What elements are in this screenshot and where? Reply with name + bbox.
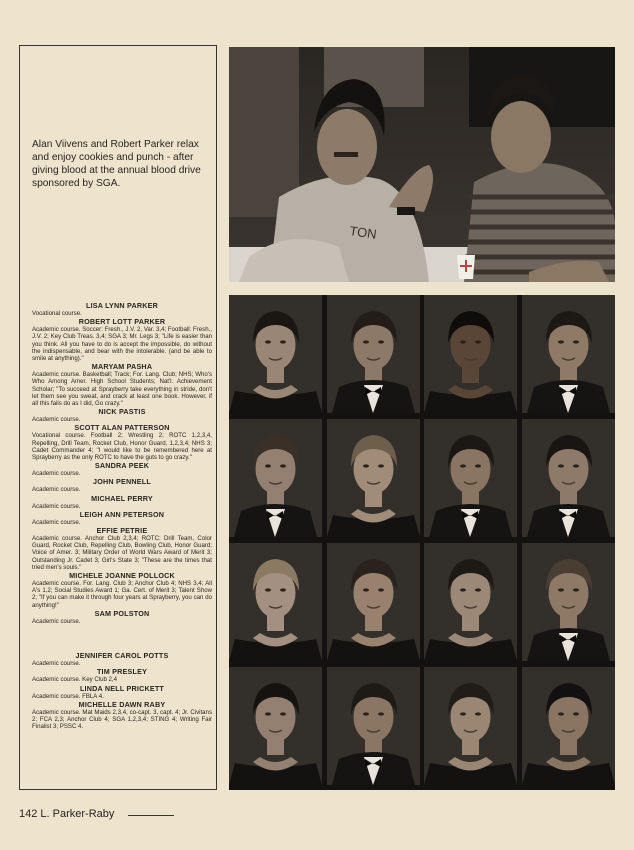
senior-name: LEIGH ANN PETERSON	[79, 509, 165, 519]
senior-entry	[32, 526, 212, 571]
senior-entry	[32, 700, 212, 731]
senior-name: JOHN PENNELL	[93, 477, 151, 487]
senior-name: TIM PRESLEY	[96, 667, 148, 677]
page-name-range: L. Parker-Raby	[40, 808, 115, 820]
senior-portrait	[229, 667, 322, 785]
senior-name: JENNIFER CAROL POTTS	[75, 651, 169, 661]
senior-name: ROBERT LOTT PARKER	[78, 317, 166, 327]
senior-portrait	[424, 543, 517, 661]
senior-name: LINDA NELL PRICKETT	[79, 683, 165, 693]
senior-portrait	[424, 295, 517, 413]
senior-portrait	[327, 543, 420, 661]
senior-portrait	[424, 419, 517, 537]
senior-name: MICHELE JOANNE POLLOCK	[69, 571, 175, 581]
text-column	[19, 45, 217, 790]
candid-photo-image	[229, 47, 615, 282]
senior-activities: Academic course. Basketball; Track; For. Lang. Club; NHS; Who's Who Among Amer. High School Students; Nat'l. Achievement Scholar; "To succeed at Sprayberry take everything in stride, don't let them see you sweat, and crack at least one book. However, if all this fails do as I did, Go crazy."	[32, 371, 212, 408]
senior-entry	[32, 684, 212, 700]
portrait-grid	[229, 295, 615, 790]
senior-name: SANDRA PEEK	[94, 461, 150, 471]
senior-activities: Academic course. Anchor Club 2,3,4; ROTC: Drill Team, Color Guard, Rocket Club, Repelling Club, Bowling Club, Honor Guard; Voice of Amer. 3; Military Order of World Wars Award of Merit 3; Outstanding Jr. Cadet 3; Girl's State 3; "These are the times that tried men's souls."	[32, 535, 212, 571]
senior-activities: Academic course.	[32, 518, 81, 526]
senior-activities: Academic course. Key Club 2,4	[32, 676, 118, 684]
senior-activities: Academic course.	[32, 660, 81, 668]
senior-activities: Vocational course. Football 2; Wrestling 2; ROTC 1,2,3,4, Repelling, Drill Team, Rocket Club, Honor Guard, 1,2,3,4; NHS 3; Cadet Commander 4; "I would like to be remembered here at Sprayberry as the only ROTC to have the guts to go crazy."	[32, 432, 212, 462]
senior-entry	[32, 477, 212, 493]
senior-entry	[32, 407, 212, 423]
shirt-lettering: TON	[348, 223, 378, 242]
senior-activities: Academic course. FBLA 4.	[32, 692, 104, 700]
senior-portrait	[229, 543, 322, 661]
spacer	[32, 625, 212, 651]
senior-activities: Vocational course.	[32, 310, 82, 317]
senior-entry	[32, 510, 212, 526]
senior-portrait	[327, 419, 420, 537]
senior-entry	[32, 461, 212, 477]
page-number: 142	[19, 808, 38, 820]
photo-caption: Alan Viivens and Robert Parker relax and enjoy cookies and punch - after giving blood at the annual blood drive sponsored by SGA.	[32, 139, 201, 189]
senior-name: MICHELLE DAWN RABY	[78, 699, 166, 709]
senior-portrait	[424, 667, 517, 785]
senior-portrait	[327, 667, 420, 785]
senior-activities: Academic course.	[32, 416, 81, 424]
senior-activities: Academic course. Soccer: Fresh., J.V. 2, Var. 3,4; Football: Fresh., J.V. 2; Key Club Treas. 3,4; SGA 3; Mr. Legs 3; "Life is easier than you think. All you have to do is accept the impossible, do without the indispensable, and bear with the intolerable. (and be able to smile at anything)."	[32, 326, 212, 363]
senior-entry	[32, 423, 212, 461]
senior-entries	[32, 301, 212, 730]
senior-entry	[32, 317, 212, 362]
senior-entry	[32, 494, 212, 510]
senior-activities: Academic course.	[32, 486, 81, 494]
senior-entry	[32, 667, 212, 683]
senior-portrait	[522, 295, 615, 413]
senior-name: NICK PASTIS	[98, 407, 146, 417]
senior-portrait	[327, 295, 420, 413]
senior-activities: Academic course.	[32, 470, 81, 478]
senior-activities: Academic course.	[32, 617, 81, 625]
senior-name: EFFIE PETRIE	[96, 526, 148, 536]
senior-name: MICHAEL PERRY	[91, 493, 153, 503]
senior-activities: Academic course.	[32, 502, 81, 510]
senior-name: SCOTT ALAN PATTERSON	[74, 423, 170, 433]
senior-entry	[32, 362, 212, 407]
page-footer	[19, 808, 114, 820]
candid-photo	[229, 47, 615, 282]
senior-entry	[32, 609, 212, 625]
senior-activities: Academic course. Mat Maids 2,3,4, co-capt. 3, capt. 4; Jr. Civitans 2; FCA 2,3; Anchor Club 4; SGA 1,2,3,4; STING 4; Writing Fair Finalist 3; PSSC 4.	[32, 708, 212, 731]
senior-entry	[32, 301, 212, 317]
footer-rule	[128, 815, 174, 816]
senior-name: MARYAM PASHA	[91, 362, 153, 372]
senior-portrait	[522, 667, 615, 785]
senior-name: LISA LYNN PARKER	[85, 301, 159, 310]
senior-portrait	[229, 295, 322, 413]
senior-portrait	[229, 419, 322, 537]
senior-entry	[32, 651, 212, 667]
senior-portrait	[522, 419, 615, 537]
senior-portrait	[522, 543, 615, 661]
senior-name: SAM POLSTON	[94, 608, 150, 618]
senior-entry	[32, 571, 212, 609]
senior-activities: Academic course. For. Lang. Club 3; Anchor Club 4; NHS 3,4; All A's 1,2; Social Studies Award 1; Ga. Cert. of Merit 3; Talent Show 2; "If you can make it through four years at Sprayberry, you can do anything!"	[32, 580, 212, 609]
